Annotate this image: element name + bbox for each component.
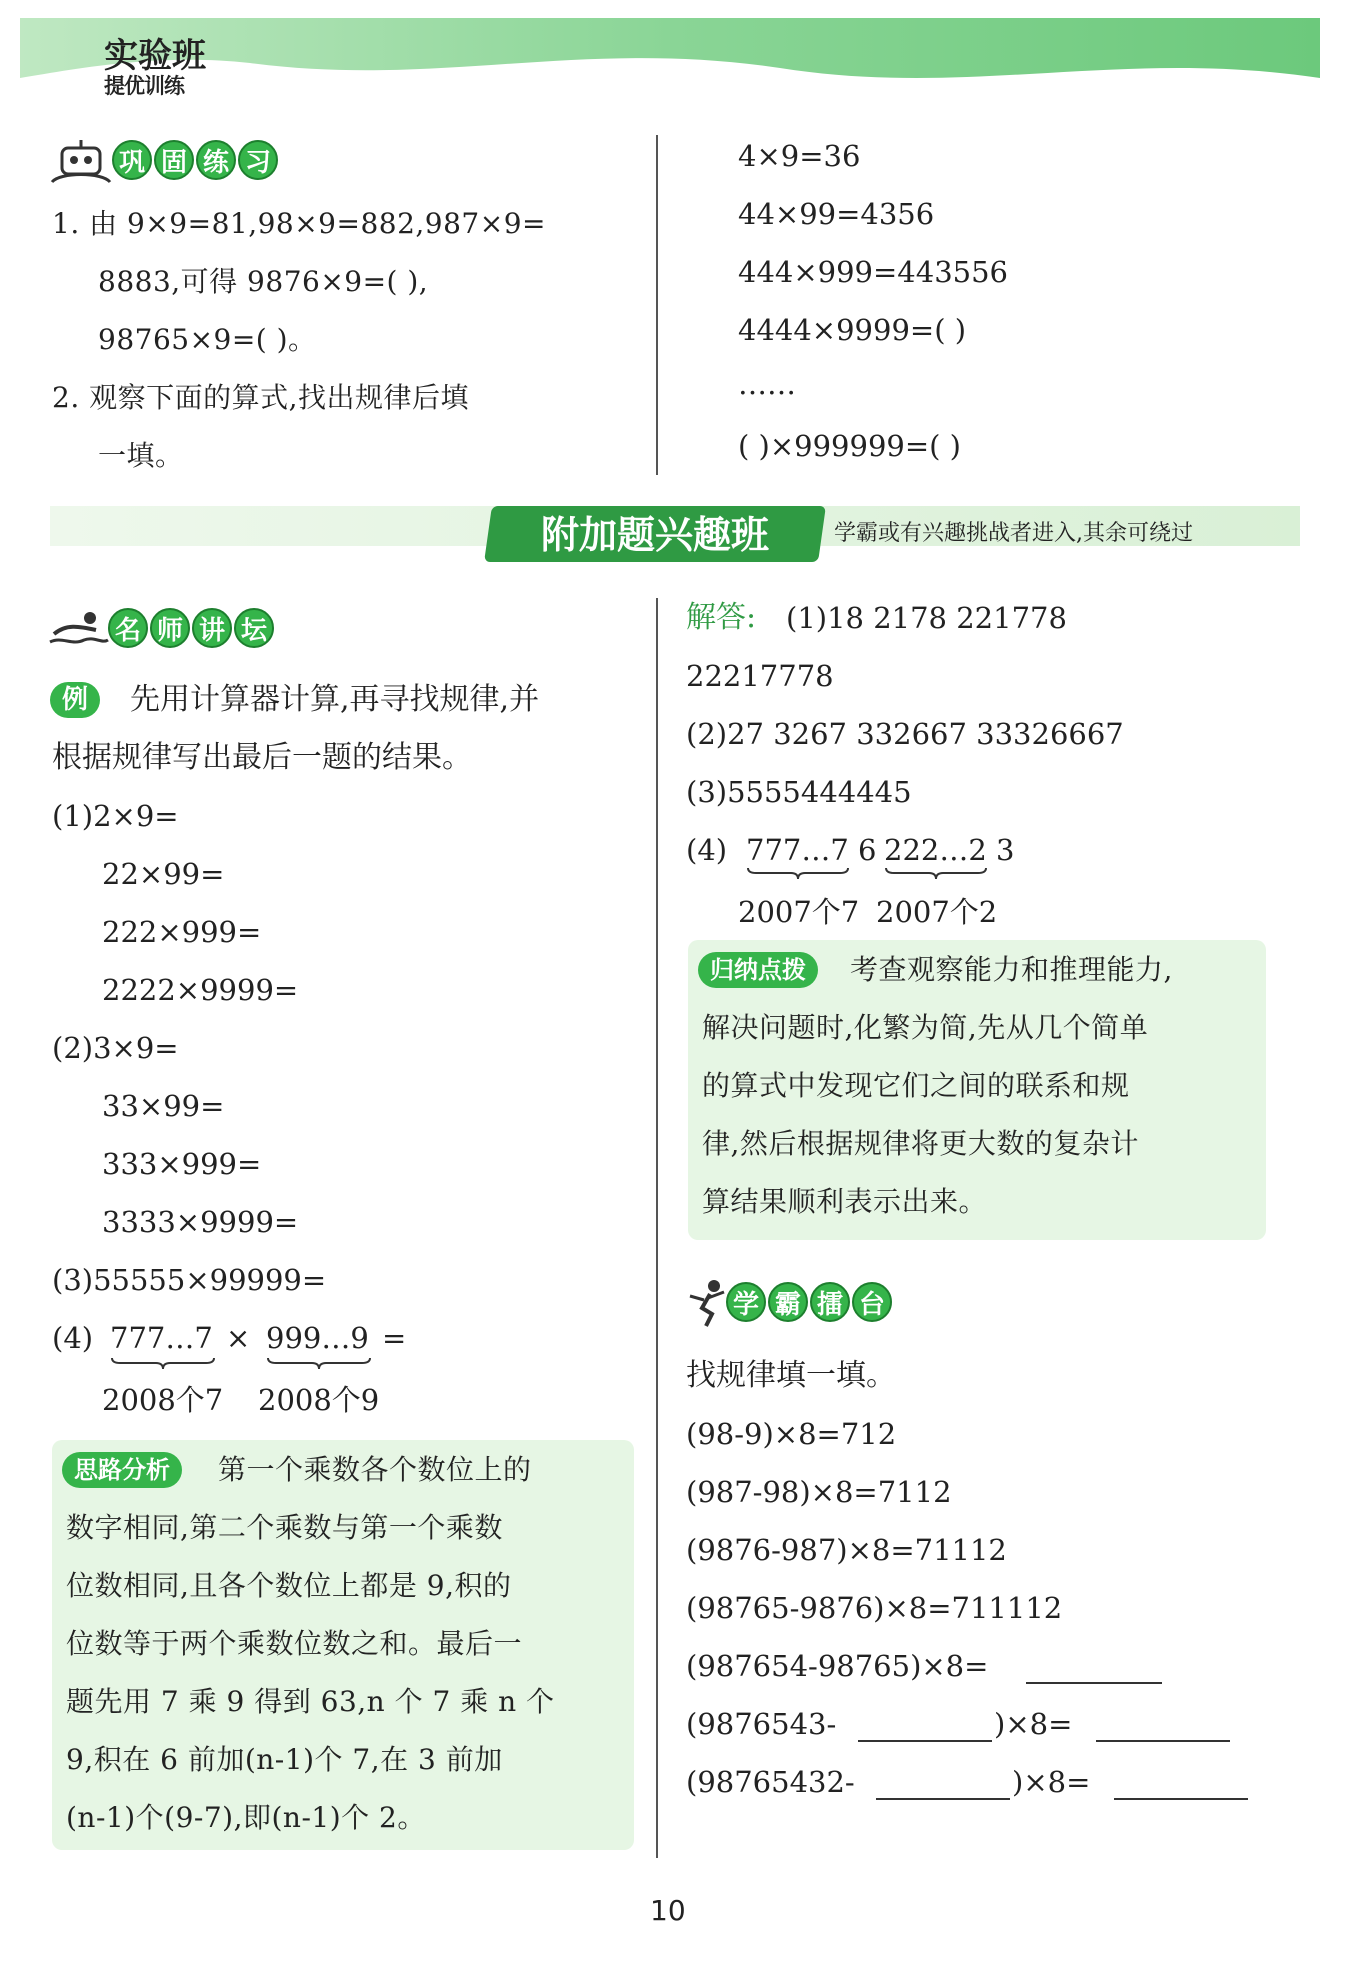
underbrace-icon	[884, 866, 988, 880]
badge-char: 霸	[768, 1282, 808, 1322]
exercise-right-line: 44×99=4356	[738, 197, 935, 231]
exercise-right-line: 444×999=443556	[738, 255, 1009, 289]
answer-label: 解答:	[686, 600, 757, 635]
page-number: 10	[650, 1894, 686, 1927]
column-divider-bottom	[656, 598, 658, 1858]
exercise-right-line: 4×9=36	[738, 139, 861, 173]
badge-char: 习	[238, 140, 278, 180]
example-line: 222×999=	[102, 915, 262, 949]
challenge-line: )×8=	[994, 1707, 1073, 1741]
banner-note: 学霸或有兴趣挑战者进入,其余可绕过	[834, 521, 1193, 546]
robot-icon	[50, 138, 112, 186]
answer-a4-count2: 2007个2	[876, 895, 998, 929]
badge-char: 巩	[112, 140, 152, 180]
challenge-line: (98765432-	[686, 1765, 855, 1799]
challenge-line: (98-9)×8=712	[686, 1417, 897, 1451]
badge-char: 固	[154, 140, 194, 180]
badge-char: 师	[150, 608, 190, 648]
answer-blank[interactable]	[1096, 1740, 1230, 1742]
section-badge-mingshi	[108, 608, 274, 648]
summary-label: 归纳点拨	[698, 952, 818, 988]
analysis-line: 位数相同,且各个数位上都是 9,积的	[66, 1569, 512, 1602]
swimmer-icon	[48, 608, 110, 648]
answer-a4-part2: 222…2	[884, 833, 987, 867]
exercise-right-line: ……	[738, 367, 796, 401]
summary-line: 考查观察能力和推理能力,	[850, 953, 1173, 986]
banner-title: 附加题兴趣班	[540, 513, 769, 557]
answer-a4-count1: 2007个7	[738, 895, 860, 929]
analysis-line: 位数等于两个乘数位数之和。最后一	[66, 1627, 523, 1660]
summary-line: 的算式中发现它们之间的联系和规	[702, 1069, 1130, 1102]
challenge-line: )×8=	[1012, 1765, 1091, 1799]
example-line: 333×999=	[102, 1147, 262, 1181]
example-intro-line1: 先用计算器计算,再寻找规律,并	[130, 682, 540, 717]
example-line: (3)55555×99999=	[52, 1263, 327, 1297]
example-p4-b-count: 2008个9	[258, 1383, 380, 1417]
exercise-q2-line2: 一填。	[98, 439, 184, 472]
brand-title: 实验班	[104, 36, 206, 76]
challenge-line: (9876543-	[686, 1707, 837, 1741]
answer-a4-mid: 6	[858, 833, 877, 867]
example-line: (2)3×9=	[52, 1031, 179, 1065]
answer-a4-prefix: (4)	[686, 833, 728, 867]
analysis-label: 思路分析	[62, 1452, 182, 1488]
answer-blank[interactable]	[1026, 1682, 1162, 1684]
exercise-right-line: ( )×999999=( )	[738, 429, 961, 463]
analysis-line: 题先用 7 乘 9 得到 63,n 个 7 乘 n 个	[66, 1685, 555, 1718]
summary-line: 解决问题时,化繁为简,先从几个简单	[702, 1011, 1149, 1044]
example-intro-line2: 根据规律写出最后一题的结果。	[52, 740, 472, 775]
answer-a4-end: 3	[996, 833, 1015, 867]
analysis-line: 9,积在 6 前加(n-1)个 7,在 3 前加	[66, 1743, 503, 1776]
badge-char: 名	[108, 608, 148, 648]
example-label: 例	[50, 682, 100, 718]
section-badge-xueba	[726, 1282, 892, 1322]
badge-char: 擂	[810, 1282, 850, 1322]
analysis-line: (n-1)个(9-7),即(n-1)个 2。	[66, 1801, 426, 1834]
dancer-icon	[686, 1278, 728, 1328]
example-line: 33×99=	[102, 1089, 225, 1123]
exercise-q2-line1: 2. 观察下面的算式,找出规律后填	[52, 381, 470, 414]
column-divider-top	[656, 135, 658, 475]
challenge-intro: 找规律填一填。	[686, 1358, 896, 1393]
answer-a1-line1: (1)18 2178 221778	[786, 601, 1067, 635]
example-p4-b: 999…9	[266, 1321, 369, 1355]
underbrace-icon	[266, 1356, 372, 1370]
badge-char: 讲	[192, 608, 232, 648]
example-line: 3333×9999=	[102, 1205, 299, 1239]
underbrace-icon	[746, 866, 850, 880]
answer-blank[interactable]	[876, 1798, 1010, 1800]
analysis-line: 第一个乘数各个数位上的	[218, 1453, 532, 1486]
summary-line: 算结果顺利表示出来。	[702, 1185, 988, 1218]
challenge-line: (987654-98765)×8=	[686, 1649, 989, 1683]
example-line: 2222×9999=	[102, 973, 299, 1007]
header-band	[20, 18, 1320, 100]
example-p4-times: ×	[226, 1321, 251, 1355]
exercise-right-line: 4444×9999=( )	[738, 313, 967, 347]
badge-char: 坛	[234, 608, 274, 648]
badge-char: 学	[726, 1282, 766, 1322]
challenge-line: (987-98)×8=7112	[686, 1475, 952, 1509]
summary-line: 律,然后根据规律将更大数的复杂计	[702, 1127, 1139, 1160]
analysis-line: 数字相同,第二个乘数与第一个乘数	[66, 1511, 503, 1544]
example-line: (1)2×9=	[52, 799, 179, 833]
example-p4-eq: =	[382, 1321, 407, 1355]
answer-a2: (2)27 3267 332667 33326667	[686, 717, 1124, 751]
example-p4-a: 777…7	[110, 1321, 213, 1355]
exercise-q1-line1: 1. 由 9×9=81,98×9=882,987×9=	[52, 207, 546, 240]
example-p4-a-count: 2008个7	[102, 1383, 224, 1417]
badge-char: 台	[852, 1282, 892, 1322]
answer-blank[interactable]	[1114, 1798, 1248, 1800]
example-line: 22×99=	[102, 857, 225, 891]
exercise-q1-line3: 98765×9=( )。	[98, 323, 317, 356]
section-badge-gonggu	[112, 140, 278, 180]
example-p4-prefix: (4)	[52, 1321, 94, 1355]
answer-a4-part1: 777…7	[746, 833, 849, 867]
answer-a3: (3)5555444445	[686, 775, 912, 809]
exercise-q1-line2: 8883,可得 9876×9=( ),	[98, 265, 429, 298]
underbrace-icon	[110, 1356, 216, 1370]
badge-char: 练	[196, 140, 236, 180]
challenge-line: (9876-987)×8=71112	[686, 1533, 1007, 1567]
challenge-line: (98765-9876)×8=711112	[686, 1591, 1063, 1625]
answer-a1-line2: 22217778	[686, 659, 834, 693]
brand-subtitle: 提优训练	[104, 74, 184, 98]
answer-blank[interactable]	[858, 1740, 992, 1742]
